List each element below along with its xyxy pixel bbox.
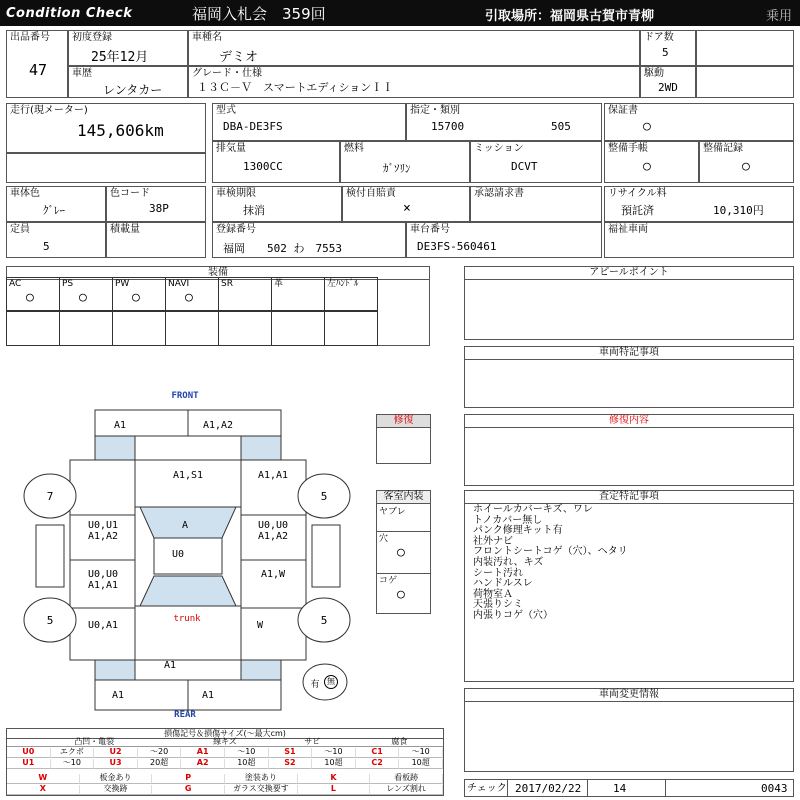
history-label: 車歴 <box>72 68 92 79</box>
change-info-title: 車両変更情報 <box>465 689 793 702</box>
insurance-box <box>342 186 470 222</box>
equipment-label: PS <box>62 279 74 289</box>
legend-cell: 10超 <box>225 759 269 769</box>
grade-box <box>188 66 640 98</box>
rear-bumper-left-damage: A1 <box>111 690 125 701</box>
interior-tear: ヤブレ <box>379 507 406 517</box>
right-rear-door-damage: A1,W <box>260 569 286 580</box>
equipment-blank-cell <box>324 311 378 346</box>
equipment-label: 左ﾊﾝﾄﾞﾙ <box>327 279 359 289</box>
inspection-note-line: シート汚れ <box>473 567 523 579</box>
pickup-location: 引取場所：福岡県古賀市青柳 <box>485 9 655 24</box>
inspection-note-line: ハンドルスレ <box>473 578 533 590</box>
recycle-box <box>604 186 794 222</box>
displacement-value: 1300CC <box>243 160 283 173</box>
reg-number-box <box>212 222 406 258</box>
legend-cell: C1 <box>356 748 400 758</box>
inspection-note-line: 荷物室Ａ <box>473 588 513 600</box>
designation-label: 指定・類別 <box>410 105 460 116</box>
inspection-notes-panel <box>464 490 794 682</box>
capacity-label: 定員 <box>10 224 30 235</box>
legend-cell: 板金あり <box>80 774 153 784</box>
legend-cell: P <box>152 774 225 784</box>
appeal-title: アピールポイント <box>465 267 793 280</box>
tire-front-left-value: 7 <box>46 490 54 503</box>
capacity-box <box>6 222 106 258</box>
legend-group-header: サビ <box>269 738 356 747</box>
displacement-box <box>212 141 340 183</box>
legend-cell: A1 <box>181 748 225 758</box>
insurance-value: × <box>403 201 411 216</box>
legend-cell: S2 <box>269 759 313 769</box>
repair-content-title: 修復内容 <box>465 415 793 428</box>
change-info-panel <box>464 688 794 772</box>
legend-cell: L <box>298 785 371 795</box>
legend-cell: ～10 <box>225 748 269 758</box>
equipment-label: SR <box>221 279 233 289</box>
inspection-note-line: フロントシートコゲ（穴）、ヘタリ <box>473 546 628 558</box>
legend-cell: U3 <box>94 759 138 769</box>
rear-left-corner <box>95 660 135 680</box>
front-right-corner <box>241 436 281 460</box>
chassis-label: 車台番号 <box>410 224 450 235</box>
legend-cell: X <box>7 785 80 795</box>
equipment-blank-cell <box>112 311 166 346</box>
legend-title: 損傷記号＆損傷サイズ(～最大cm) <box>7 729 443 739</box>
maintenance-book-value: ○ <box>643 159 651 174</box>
color-value: ｸﾞﾚｰ <box>43 204 65 217</box>
legend-cell: C2 <box>356 759 400 769</box>
equipment-cell <box>218 277 272 311</box>
legend-cell: レンズ割れ <box>370 785 443 795</box>
color-box <box>6 186 106 222</box>
inspection-notes-list <box>473 505 628 622</box>
equipment-cell <box>59 277 113 311</box>
legend-cell: W <box>7 774 80 784</box>
front-label: FRONT <box>171 391 199 401</box>
front-bumper-left-damage: A1 <box>113 420 127 431</box>
equipment-cell <box>6 277 60 311</box>
equipment-value: ○ <box>132 290 140 305</box>
check-number: 14 <box>613 782 627 795</box>
lot-label: 出品番号 <box>10 32 50 43</box>
equipment-blank-cell <box>165 311 219 346</box>
rear-panel-damage: A1 <box>163 660 177 671</box>
inspection-value: 抹消 <box>243 204 265 217</box>
mission-box <box>470 141 602 183</box>
insurance-label: 検付自賠責 <box>346 188 396 199</box>
rear-label: REAR <box>174 710 196 720</box>
inspection-note-line: 内張りコゲ（穴） <box>473 609 553 621</box>
tire-rear-left-value: 5 <box>46 614 54 627</box>
windshield-damage: A <box>181 520 189 531</box>
inspection-notes-title: 査定特記事項 <box>465 491 793 504</box>
legend-cell: ～10 <box>312 748 356 758</box>
lot-number: 47 <box>29 61 48 79</box>
legend-cell: 10超 <box>399 759 443 769</box>
model-label: 型式 <box>216 105 236 116</box>
blank-box-2 <box>696 66 794 98</box>
inspection-note-line: 天張りシミ <box>473 599 523 611</box>
designation-value-2: 505 <box>551 120 571 133</box>
designation-value-1: 15700 <box>431 120 465 133</box>
spare-label: 有 <box>310 680 320 690</box>
legend-cell: ～20 <box>138 748 182 758</box>
warranty-value: ○ <box>643 119 651 134</box>
car-name-value: デミオ <box>219 50 259 65</box>
rear-right-corner <box>241 660 281 680</box>
right-quarter-damage: W <box>256 620 264 631</box>
mileage-label: 走行(現メーター) <box>10 105 88 116</box>
doors-label: ドア数 <box>644 32 674 43</box>
front-bumper-right-damage: A1,A2 <box>202 420 234 431</box>
special-panel <box>464 346 794 408</box>
maintenance-record-box <box>699 141 794 183</box>
interior-hole: 穴 <box>379 534 389 544</box>
color-label: 車体色 <box>10 188 40 199</box>
roof-damage: U0 <box>171 549 185 560</box>
right-front-door-damage: U0,U0 A1,A2 <box>257 520 289 542</box>
legend-cell: S1 <box>269 748 313 758</box>
tire-front-right-value: 5 <box>320 490 328 503</box>
legend-cell: K <box>298 774 371 784</box>
equipment-value: ○ <box>26 290 34 305</box>
equipment-blank-cell <box>218 311 272 346</box>
mission-label: ミッション <box>474 143 524 154</box>
tire-rear-right-value: 5 <box>320 614 328 627</box>
fuel-box <box>340 141 470 183</box>
lot-box <box>6 30 68 98</box>
appeal-panel <box>464 266 794 340</box>
approval-label: 承認請求書 <box>474 188 524 199</box>
car-name-box <box>188 30 640 66</box>
equipment-label: 革 <box>274 279 284 289</box>
legend-cell: G <box>152 785 225 795</box>
legend-cell: エクボ <box>51 748 95 758</box>
color-code-value: 38P <box>149 202 169 215</box>
inspection-note-line: 社外ナビ <box>473 535 513 547</box>
legend-group-header: 線キズ <box>181 738 268 747</box>
legend-cell: ～10 <box>399 748 443 758</box>
left-quarter-damage: U0,A1 <box>87 620 119 631</box>
equipment-label: PW <box>115 279 130 289</box>
repair-content-panel <box>464 414 794 486</box>
front-left-corner <box>95 436 135 460</box>
legend-cell: ガラス交換要す <box>225 785 298 795</box>
history-value: レンタカー <box>103 83 163 97</box>
welfare-label: 福祉車両 <box>608 224 648 235</box>
first-reg-box <box>68 30 188 66</box>
equipment-title: 装備 <box>7 267 429 280</box>
hood-damage: A1,S1 <box>172 470 204 481</box>
equipment-label: AC <box>9 279 22 289</box>
vehicle-category: 乗用 <box>766 9 793 24</box>
chassis-value: DE3FS-560461 <box>417 240 497 253</box>
color-code-box <box>106 186 206 222</box>
equipment-cell <box>165 277 219 311</box>
equipment-cell <box>324 277 378 311</box>
drive-label: 駆動 <box>644 68 664 79</box>
maintenance-record-value: ○ <box>742 159 750 174</box>
maintenance-book-label: 整備手帳 <box>608 143 648 154</box>
legend-cell: 塗装あり <box>225 774 298 784</box>
trunk-label: trunk <box>173 614 201 624</box>
drive-value: 2WD <box>658 81 678 94</box>
mileage-value: 145,606km <box>77 121 164 140</box>
inspection-label: 車検期限 <box>216 188 256 199</box>
inspection-note-line: トノカバー無し <box>473 514 543 526</box>
auction-name: 福岡入札会 359回 <box>192 5 326 23</box>
recycle-amount: 10,310円 <box>713 204 764 217</box>
first-reg-label: 初度登録 <box>72 32 112 43</box>
repair-box-label: 修復 <box>377 415 430 428</box>
warranty-label: 保証書 <box>608 105 638 116</box>
reg-number-label: 登録番号 <box>216 224 256 235</box>
front-fender-right-damage: A1,A1 <box>257 470 289 481</box>
legend-group-header: 腐食 <box>356 738 443 747</box>
designation-box <box>406 103 602 141</box>
car-name-label: 車種名 <box>192 32 222 43</box>
left-mirror <box>36 525 64 587</box>
legend-cell: ～10 <box>51 759 95 769</box>
interior-title: 客室内装 <box>377 491 430 504</box>
check-date: 2017/02/22 <box>515 782 582 795</box>
inspection-note-line: ホイールカバーキズ、ワレ <box>473 504 593 515</box>
approval-box <box>470 186 602 222</box>
welfare-box <box>604 222 794 258</box>
load-box <box>106 222 206 258</box>
left-rear-door-damage: U0,U0 A1,A1 <box>87 569 119 591</box>
inspection-note-line: 内装汚れ、キズ <box>473 556 544 568</box>
first-reg-value: 25年12月 <box>91 50 149 65</box>
inspection-note-line: パンク修理キット有 <box>473 525 563 537</box>
equipment-cell <box>271 277 325 311</box>
capacity-value: 5 <box>43 240 50 253</box>
recycle-status: 預託済 <box>621 204 654 217</box>
fuel-label: 燃料 <box>344 143 364 154</box>
legend-cell: 看板跡 <box>370 774 443 784</box>
fuel-value: ｶﾞｿﾘﾝ <box>383 162 411 175</box>
equipment-blank-cell <box>59 311 113 346</box>
model-value: DBA-DE3FS <box>223 120 283 133</box>
rear-window <box>140 576 236 606</box>
interior-box <box>376 490 431 614</box>
maintenance-record-label: 整備記録 <box>703 143 743 154</box>
blank-box-1 <box>696 30 794 66</box>
drive-box <box>640 66 696 98</box>
header-bar <box>0 0 800 26</box>
mileage-blank <box>6 153 206 183</box>
chassis-box <box>406 222 602 258</box>
equipment-blank-cell <box>6 311 60 346</box>
equipment-label: NAVI <box>168 279 190 289</box>
legend-cell: U2 <box>94 748 138 758</box>
legend-group-header: 凸凹・亀裂 <box>7 738 181 747</box>
check-id: 0043 <box>761 782 788 795</box>
legend-cell: 交換跡 <box>80 785 153 795</box>
mileage-box <box>6 103 206 153</box>
equipment-cell <box>112 277 166 311</box>
equipment-value: ○ <box>79 290 87 305</box>
right-mirror <box>312 525 340 587</box>
legend-cell: U0 <box>7 748 51 758</box>
warranty-box <box>604 103 794 141</box>
maintenance-book-box <box>604 141 699 183</box>
inspection-box <box>212 186 342 222</box>
special-title: 車両特記事項 <box>465 347 793 360</box>
check-label: チェック <box>467 783 507 794</box>
mission-value: DCVT <box>511 160 538 173</box>
displacement-label: 排気量 <box>216 143 246 154</box>
interior-hole-value: ○ <box>397 545 405 560</box>
legend-cell: U1 <box>7 759 51 769</box>
left-front-door-damage: U0,U1 A1,A2 <box>87 520 119 542</box>
color-code-label: 色コード <box>110 188 150 199</box>
doors-box <box>640 30 696 66</box>
check-footer <box>464 779 794 797</box>
grade-value: １３Ｃ－Ｖ スマートエディションＩＩ <box>197 81 394 94</box>
rear-bumper-right-damage: A1 <box>201 690 215 701</box>
legend-cell: 10超 <box>312 759 356 769</box>
reg-number-value: 福岡 502 わ 7553 <box>223 242 342 255</box>
load-label: 積載量 <box>110 224 140 235</box>
grade-label: グレード・仕様 <box>192 68 262 79</box>
interior-burn: コゲ <box>379 576 398 586</box>
doors-value: 5 <box>662 46 669 59</box>
spare-value: 無 <box>324 675 338 689</box>
equipment-value: ○ <box>185 290 193 305</box>
recycle-label: リサイクル料 <box>608 188 667 199</box>
interior-burn-value: ○ <box>397 587 405 602</box>
model-box <box>212 103 406 141</box>
repair-box <box>376 414 431 464</box>
history-box <box>68 66 188 98</box>
legend-cell: A2 <box>181 759 225 769</box>
equipment-blank-cell <box>271 311 325 346</box>
legend-cell: 20超 <box>138 759 182 769</box>
header-title: Condition Check <box>6 6 133 21</box>
